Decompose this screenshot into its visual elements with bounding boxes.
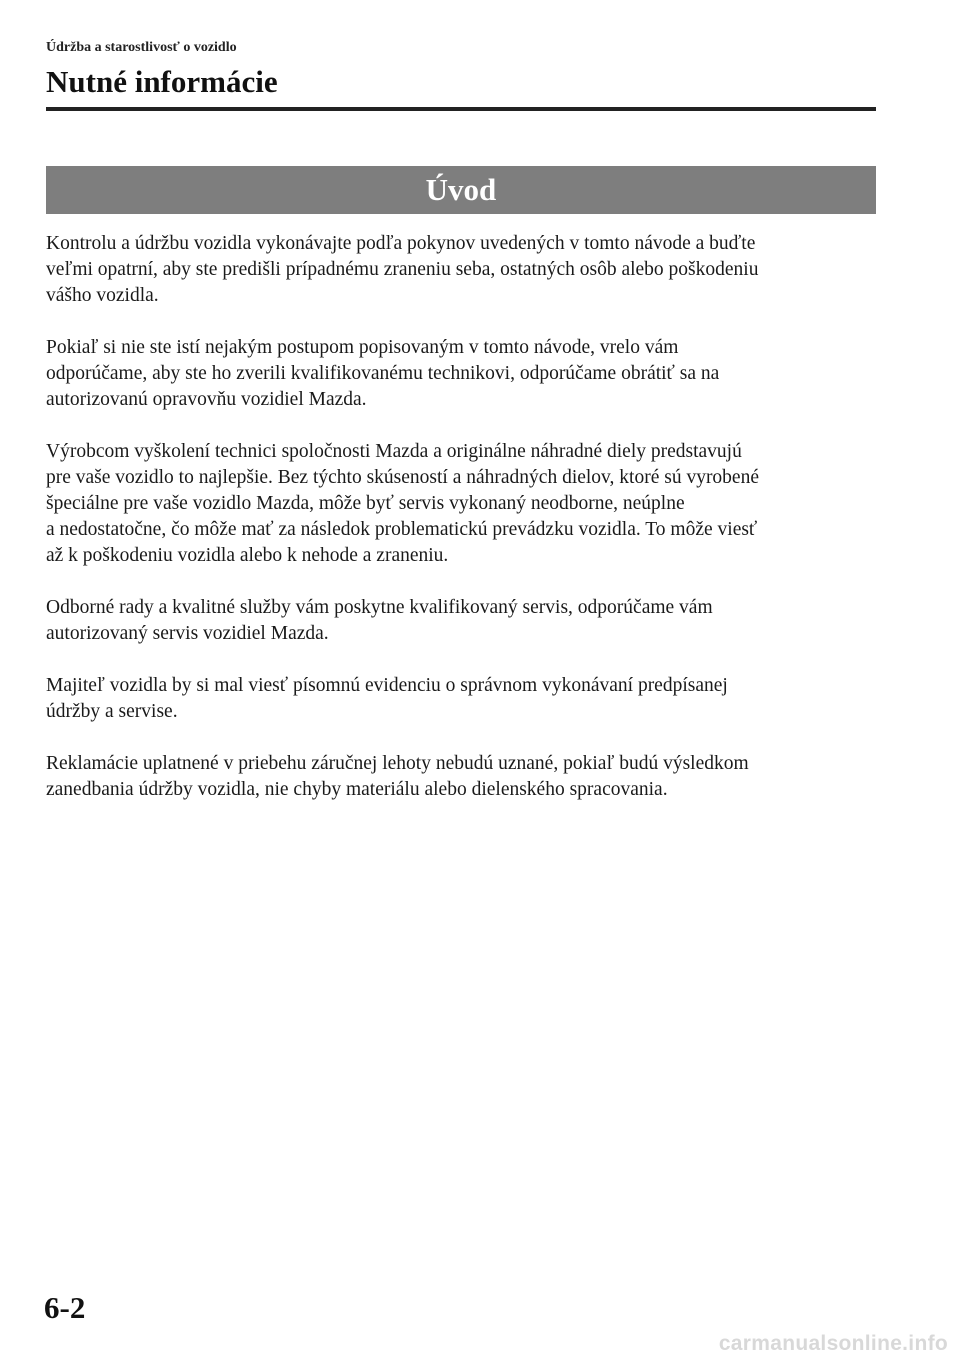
- paragraph: [46, 231, 886, 309]
- title-divider: [46, 107, 876, 111]
- section-heading-banner: Úvod: [46, 166, 876, 214]
- text-line: autorizovaný servis vozidiel Mazda.: [46, 623, 329, 644]
- body-text: [46, 231, 886, 829]
- text-line: pre vaše vozidlo to najlepšie. Bez týchto skúseností a náhradných dielov, ktoré sú vyrobené: [46, 467, 759, 488]
- text-line: až k poškodeniu vozidla alebo k nehode a zraneniu.: [46, 545, 449, 566]
- text-line: Výrobcom vyškolení technici spoločnosti Mazda a originálne náhradné diely predstavujú: [46, 441, 742, 462]
- watermark: carmanualsonline.info: [718, 1332, 948, 1355]
- page-number: 6-2: [44, 1290, 86, 1325]
- text-line: a nedostatočne, čo môže mať za následok problematickú prevádzku vozidla. To môže viesť: [46, 519, 758, 540]
- text-line: špeciálne pre vaše vozidlo Mazda, môže byť servis vykonaný neodborne, neúplne: [46, 493, 685, 514]
- page-title: Nutné informácie: [46, 64, 278, 99]
- text-line: Pokiaľ si nie ste istí nejakým postupom popisovaným v tomto návode, vrelo vám: [46, 337, 679, 358]
- text-line: Kontrolu a údržbu vozidla vykonávajte podľa pokynov uvedených v tomto návode a buďte: [46, 233, 756, 254]
- text-line: údržby a servise.: [46, 701, 178, 722]
- text-line: autorizovanú opravovňu vozidiel Mazda.: [46, 389, 367, 410]
- text-line: Odborné rady a kvalitné služby vám poskytne kvalifikovaný servis, odporúčame vám: [46, 597, 713, 618]
- text-line: vášho vozidla.: [46, 285, 159, 306]
- paragraph: [46, 673, 886, 725]
- breadcrumb: Údržba a starostlivosť o vozidlo: [46, 40, 237, 55]
- text-line: Majiteľ vozidla by si mal viesť písomnú evidenciu o správnom vykonávaní predpísanej: [46, 675, 728, 696]
- paragraph: [46, 751, 886, 803]
- paragraph: [46, 335, 886, 413]
- text-line: veľmi opatrní, aby ste predišli prípadnému zraneniu seba, ostatných osôb alebo poškodeniu: [46, 259, 759, 280]
- text-line: odporúčame, aby ste ho zverili kvalifikovanému technikovi, odporúčame obrátiť sa na: [46, 363, 720, 384]
- text-line: zanedbania údržby vozidla, nie chyby materiálu alebo dielenského spracovania.: [46, 779, 668, 800]
- paragraph: [46, 595, 886, 647]
- paragraph: [46, 439, 886, 569]
- text-line: Reklamácie uplatnené v priebehu záručnej lehoty nebudú uznané, pokiaľ budú výsledkom: [46, 753, 749, 774]
